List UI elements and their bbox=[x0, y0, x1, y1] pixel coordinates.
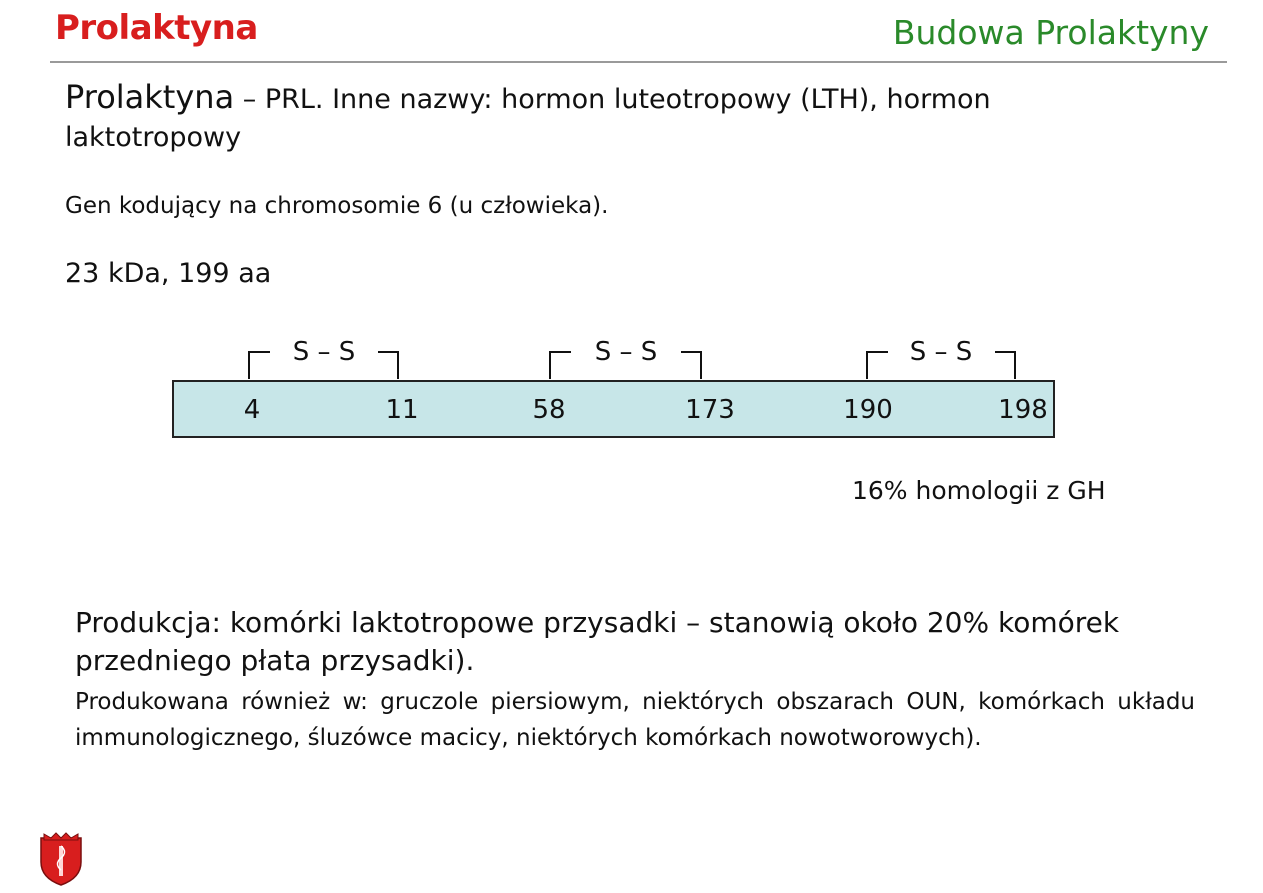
position-label: 198 bbox=[998, 395, 1048, 425]
position-label: 173 bbox=[685, 395, 735, 425]
production-other-sites: Produkowana również w: gruczole piersiowym, niektórych obszarach OUN, komórkach układu immunologicznego, śluzówce macicy, niektórych komórkach nowotworowych). bbox=[75, 689, 1195, 751]
shield-crest-icon bbox=[38, 832, 84, 887]
mass-info: 23 kDa, 199 aa bbox=[65, 258, 272, 289]
intro-rest-line1: – PRL. Inne nazwy: hormon luteotropowy (LTH), hormon bbox=[242, 84, 991, 115]
production-paragraph bbox=[75, 604, 1195, 680]
slide-subtitle: Budowa Prolaktyny bbox=[892, 13, 1209, 52]
disulfide-bridge-2 bbox=[550, 337, 701, 379]
disulfide-bridge-1 bbox=[249, 337, 398, 379]
production-line1: Produkcja: komórki laktotropowe przysadki – stanowią około 20% komórek bbox=[75, 606, 1120, 639]
homology-note: 16% homologii z GH bbox=[852, 476, 1106, 505]
gene-info: Gen kodujący na chromosomie 6 (u człowieka). bbox=[65, 193, 609, 219]
bridge-label-3: S – S bbox=[909, 337, 973, 367]
protein-chain-bar bbox=[173, 381, 1054, 437]
bridge-label-2: S – S bbox=[594, 337, 658, 367]
disulfide-bridge-3 bbox=[867, 337, 1015, 379]
position-label: 4 bbox=[243, 395, 261, 425]
intro-rest-line2: laktotropowy bbox=[65, 122, 242, 153]
position-label: 58 bbox=[532, 395, 566, 425]
hormon-name: Prolaktyna bbox=[65, 78, 235, 116]
bridge-label-1: S – S bbox=[292, 337, 356, 367]
position-label: 190 bbox=[843, 395, 893, 425]
slide-title: Prolaktyna bbox=[55, 8, 258, 48]
position-label: 11 bbox=[385, 395, 419, 425]
production-line2: przedniego płata przysadki). bbox=[75, 644, 475, 677]
